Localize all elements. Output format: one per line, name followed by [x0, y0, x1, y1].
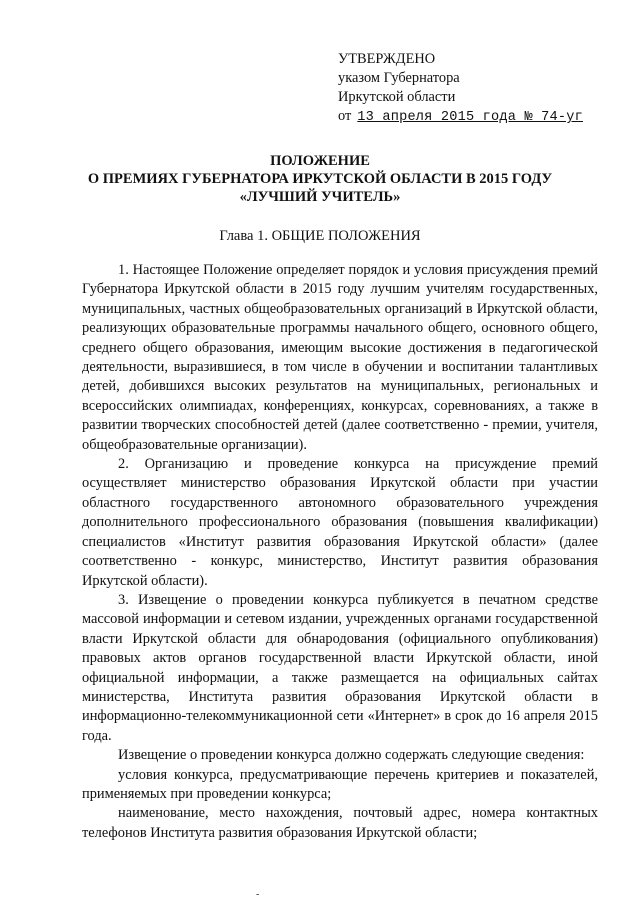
approval-from-label: от	[338, 108, 352, 124]
approval-date: 13 апреля 2015 года № 74-уг	[357, 110, 583, 125]
paragraph-2: 2. Организацию и проведение конкурса на присуждение премий осуществляет министерство образования Иркутской области при участии областного государственного автономного образовательного учреждения дополнительного профессионального образования (повышения квалификации) специалистов «Институт развития образования Иркутской области» (далее соответственно - конкурс, министерство, Институт развития образования Иркутской области).	[82, 456, 598, 589]
approval-date-line	[338, 107, 628, 127]
approval-stamp	[338, 50, 628, 127]
approval-decree: указом Губернатора	[338, 70, 460, 86]
title-line-1: ПОЛОЖЕНИЕ	[270, 153, 370, 169]
document-title	[40, 152, 600, 206]
paragraph-notice-intro: Извещение о проведении конкурса должно содержать следующие сведения:	[118, 747, 585, 764]
paragraph-1: 1. Настоящее Положение определяет порядок и условия присуждения премий Губернатора Иркутской области в 2015 году лучшим учителям государственных, муниципальных, частных общеобразовательных организаций в Иркутской области, реализующих образовательные программы начального общего, основного общего, среднего общего образования, имеющим высокие достижения в педагогической деятельности, выразившиеся, в том числе в обучении и воспитании талантливых детей, добившихся высоких результатов на муниципальных, региональных и всероссийских олимпиадах, конференциях, конкурсах, соревнованиях, а также в развитии творческих способностей детей (далее соответственно - премии, учителя, общеобразовательные организации).	[82, 262, 598, 453]
title-line-2: О ПРЕМИЯХ ГУБЕРНАТОРА ИРКУТСКОЙ ОБЛАСТИ В 2015 ГОДУ	[87, 171, 553, 187]
title-line-3: «ЛУЧШИЙ УЧИТЕЛЬ»	[239, 189, 401, 205]
document-body	[82, 261, 598, 843]
chapter-heading: Глава 1. ОБЩИЕ ПОЛОЖЕНИЯ	[219, 228, 421, 244]
approval-region: Иркутской области	[338, 89, 456, 105]
paragraph-notice-conditions: условия конкурса, предусматривающие перечень критериев и показателей, применяемых при проведении конкурса;	[82, 766, 598, 802]
footer-mark: -	[256, 889, 260, 900]
paragraph-notice-institute: наименование, место нахождения, почтовый адрес, номера контактных телефонов Института развития образования Иркутской области;	[82, 805, 598, 841]
paragraph-3: 3. Извещение о проведении конкурса публикуется в печатном средстве массовой информации и сетевом издании, учрежденных органами государственной власти Иркутской области для обнародования (официального опубликования) правовых актов органов государственной власти Иркутской области, иной официальной информации, а также размещается на официальных сайтах министерства, Института развития образования Иркутской области в информационно-телекоммуникационной сети «Интернет» в срок до 16 апреля 2015 года.	[82, 591, 598, 744]
approval-heading: УТВЕРЖДЕНО	[338, 51, 436, 67]
